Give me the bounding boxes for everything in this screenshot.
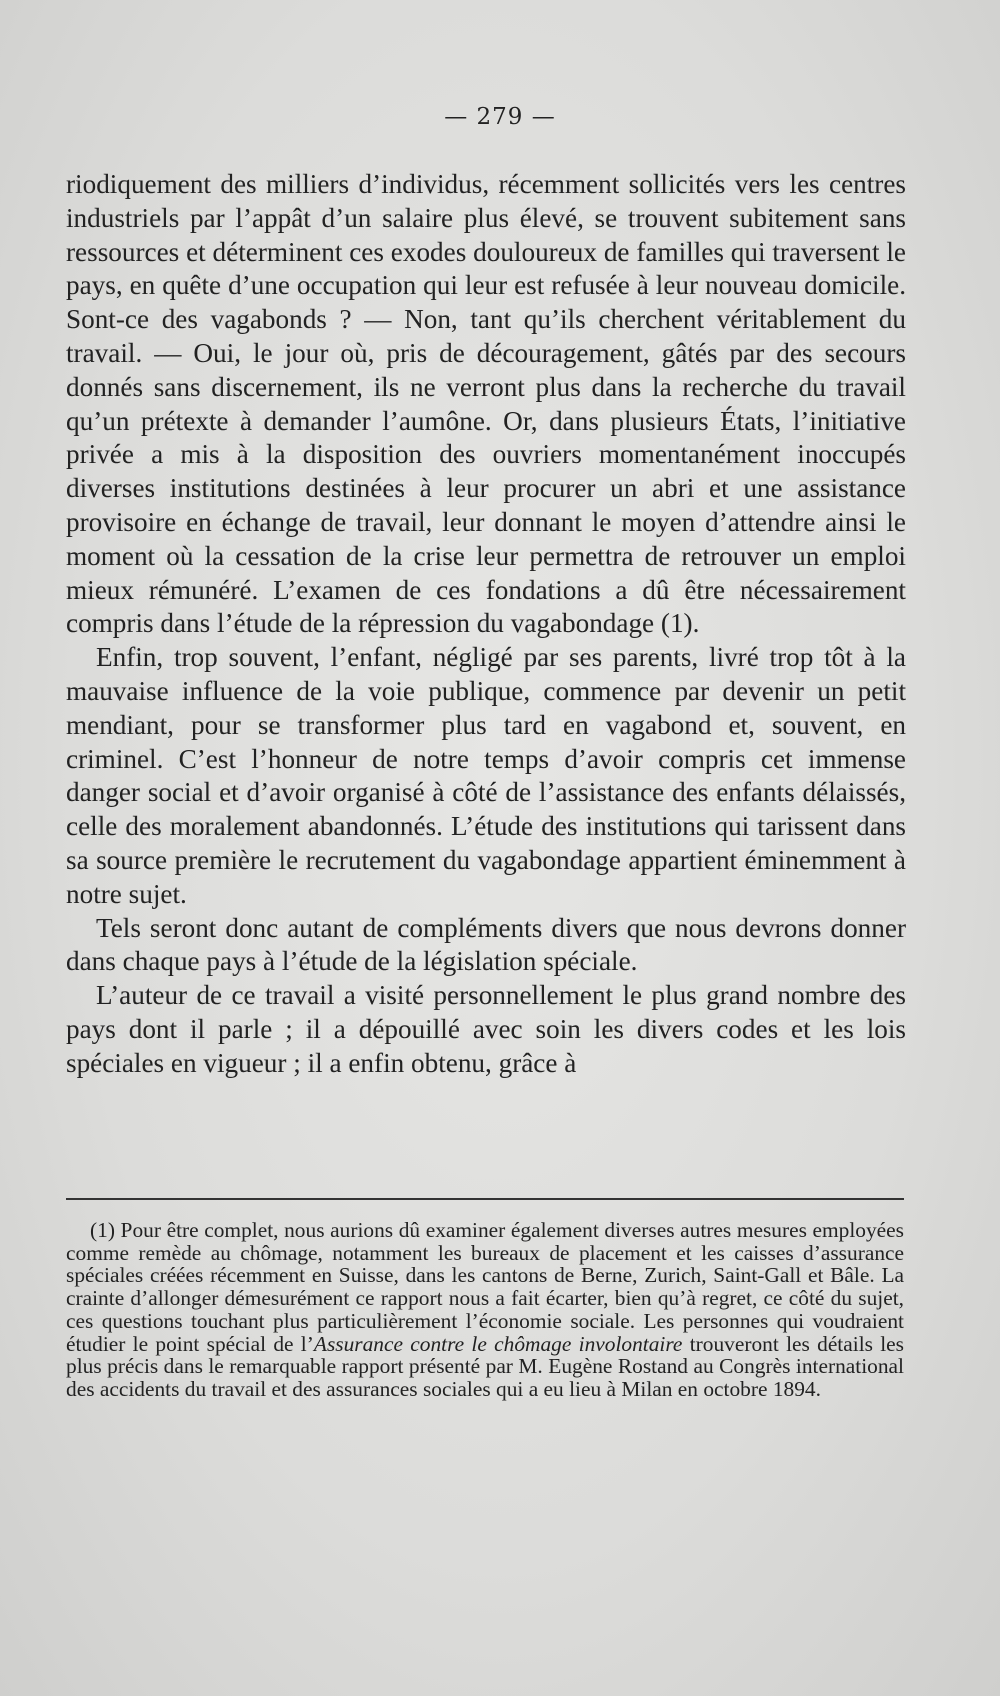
footnote-text-start: (1) Pour être complet, nous aurions dû examiner également diverses autres mesures employées comme remède au chômage, notamment les bureaux de placement et les caisses d’assurance spéciales créées récemment en Suisse, dans les cantons de Berne, Zurich, Saint-Gall et Bâle. La crainte d’allonger démesurément ce rapport nous a fait écarter, bien qu’à regret, ce côté du sujet, ces questions touchant plus particulièrement l’économie sociale. Les personnes qui voudraient étudier le point spécial de l’ bbox=[66, 1218, 904, 1356]
paragraph-author: L’auteur de ce travail a visité personnellement le plus grand nombre des pays dont il parle ; il a dépouillé avec soin les divers codes et les lois spéciales en vigueur ; il a enfin obtenu, grâce à bbox=[66, 980, 906, 1078]
paragraph-complements: Tels seront donc autant de compléments divers que nous devrons donner dans chaque pays à l’étude de la législation spéciale. bbox=[66, 912, 906, 977]
footnote-text-end: trouveront les détails les plus précis dans le remarquable rapport présenté par M. Eugène Rostand au Congrès international des accidents du travail et des assurances sociales qui a eu lieu à Milan en octobre 1894. bbox=[66, 1331, 905, 1401]
body-text bbox=[66, 168, 906, 1081]
paragraph-children: Enfin, trop souvent, l’enfant, négligé par ses parents, livré trop tôt à la mauvaise influence de la voie publique, commence par devenir un petit mendiant, pour se transformer plus tard en vagabond et, souvent, en criminel. C’est l’honneur de notre temps d’avoir compris cet immense danger social et d’avoir organisé à côté de l’assistance des enfants délaissés, celle des moralement abandonnés. L’étude des institutions qui tarissent dans sa source première le recrutement du vagabondage appartient éminemment à notre sujet. bbox=[66, 642, 906, 909]
footnote-divider bbox=[66, 1198, 904, 1200]
paragraph-continued: riodiquement des milliers d’individus, récemment sollicités vers les centres industriels par l’appât d’un salaire plus élevé, se trouvent subitement sans ressources et déterminent ces exodes douloureux de familles qui traversent le pays, en quête d’une occupation qui leur est refusée à leur nouveau domicile. Sont-ce des vagabonds ? — Non, tant qu’ils cherchent véritablement du travail. — Oui, le jour où, pris de découragement, gâtés par des secours donnés sans discernement, ils ne verront plus dans la recherche du travail qu’un prétexte à demander l’aumône. Or, dans plusieurs États, l’initiative privée a mis à la disposition des ouvriers momentanément inoccupés diverses institutions destinées à leur procurer un abri et une assistance provisoire en échange de travail, leur donnant le moyen d’attendre ainsi le moment où la cessation de la crise leur permettra de retrouver un emploi mieux rémunéré. L’examen de ces fondations a dû être nécessairement compris dans l’étude de la répression du vagabondage (1). bbox=[66, 169, 906, 639]
footnote-italic-title: Assurance contre le chômage involontaire bbox=[313, 1331, 683, 1356]
footnote bbox=[66, 1219, 904, 1401]
page-number: — 279 — bbox=[444, 104, 556, 130]
